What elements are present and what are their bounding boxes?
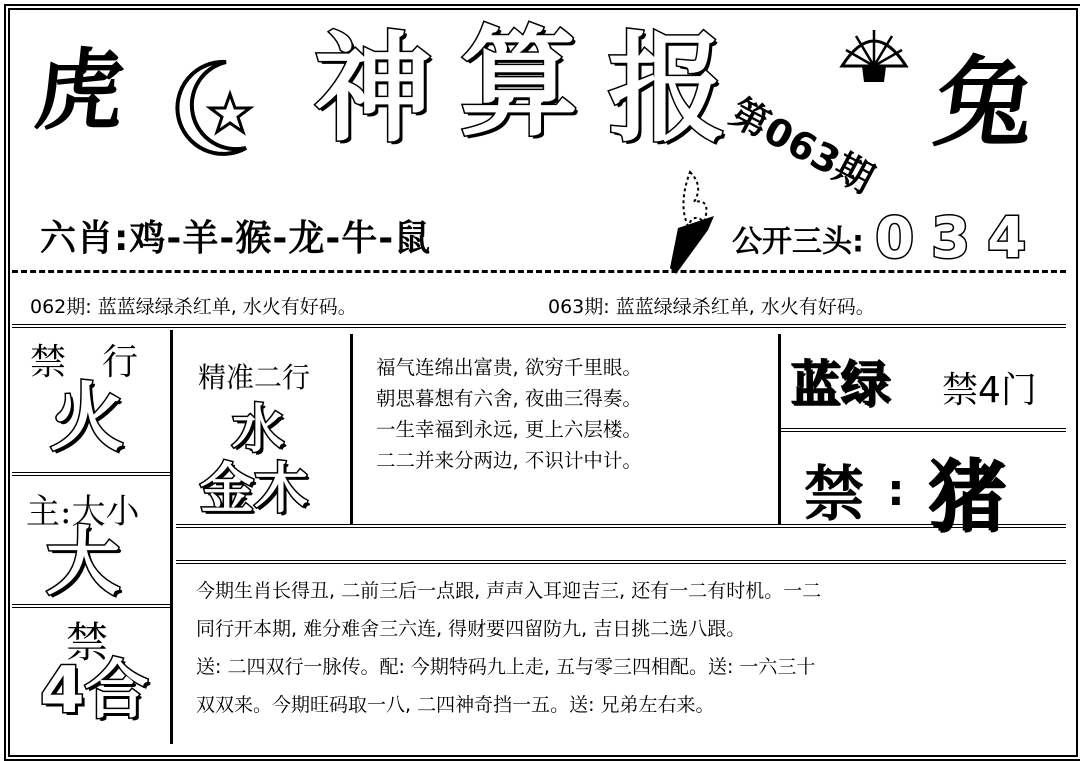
precise-value-1: 水 [232,400,285,460]
divider [12,604,170,608]
divider [176,560,1066,564]
label-part: 行 [102,342,139,383]
head-digit: 3 [931,206,971,271]
six-zodiac-item: 羊 [182,218,220,259]
crescent-star-icon [168,56,268,160]
left-zodiac: 虎 [30,38,130,142]
notice-062: 062期: 蓝蓝绿绿杀红单, 水火有好码。 [30,296,357,318]
six-zodiac-item: 鼠 [394,218,432,259]
body-text [196,572,1056,724]
size-value: 大 [46,519,120,605]
right-zodiac: 兔 [927,46,1043,161]
forbid-door: 禁4门 [942,370,1037,411]
label-part: 禁 [30,342,67,383]
title-char-1: 神 [314,19,433,158]
divider [12,324,1066,328]
six-zodiac-item: 龙 [288,218,326,259]
six-zodiac-label: 六肖: [40,218,130,259]
forbid-zodiac-label: 禁 [804,460,864,530]
notice-063: 063期: 蓝蓝绿绿杀红单, 水火有好码。 [548,296,875,318]
body-line: 同行开本期, 难分难舍三六连, 得财要四留防九, 吉日挑二选八跟。 [196,618,746,640]
column-divider [350,334,353,524]
divider [12,270,1066,273]
divider [176,524,1066,528]
separator: - [378,218,395,259]
divider [780,428,1066,432]
six-zodiac-item: 鸡 [129,218,167,259]
poem-line: 福气连绵出富贵, 欲穷千里眼。 [376,356,642,379]
poem-line: 二二并来分两边, 不识计中计。 [376,449,642,472]
precise-value-2: 金木 [200,457,308,520]
label-part: 大小 [71,492,140,532]
torch-icon [664,168,726,280]
forbid-combo-label: 禁 [66,618,109,667]
forbid-zodiac [804,434,1006,546]
body-line: 今期生肖长得丑, 二前三后一点跟, 声声入耳迎吉三, 还有一二有时机。一二 [196,580,822,602]
head-digit: 4 [987,206,1027,271]
separator: - [166,218,183,259]
forbid-zodiac-colon: : [887,464,905,516]
title-char-3: 报 [608,19,727,158]
head-digit: 0 [875,206,915,271]
separator: - [325,218,342,259]
separator: - [219,218,236,259]
six-zodiac-item: 猴 [235,218,273,259]
colors-value: 蓝绿 [790,355,890,413]
column-divider [170,330,173,744]
six-zodiac [40,210,431,261]
three-heads [732,206,1026,271]
divider [12,472,170,476]
poem [376,352,642,476]
label-part: 主: [26,492,72,532]
title-char-2: 算 [460,13,579,152]
shell-icon [834,22,914,92]
forbid-zodiac-value: 猪 [927,451,1006,542]
precise-label: 精准二行 [198,361,311,394]
issue-number: 第063期 [723,89,881,202]
three-heads-label: 公开三头: [732,224,864,260]
forbid-element-value: 火 [50,375,124,461]
separator: - [272,218,289,259]
poem-line: 一生幸福到永远, 更上六层楼。 [376,418,642,441]
poem-line: 朝思暮想有六舍, 夜曲三得奏。 [376,387,642,410]
six-zodiac-item: 牛 [341,218,379,259]
forbid-combo-value: 4合 [40,654,149,728]
body-line: 送: 二四双行一脉传。配: 今期特码九上走, 五与零三四相配。送: 一六三十 [196,656,816,678]
body-line: 双双来。今期旺码取一八, 二四神奇挡一五。送: 兄弟左右来。 [196,694,715,716]
